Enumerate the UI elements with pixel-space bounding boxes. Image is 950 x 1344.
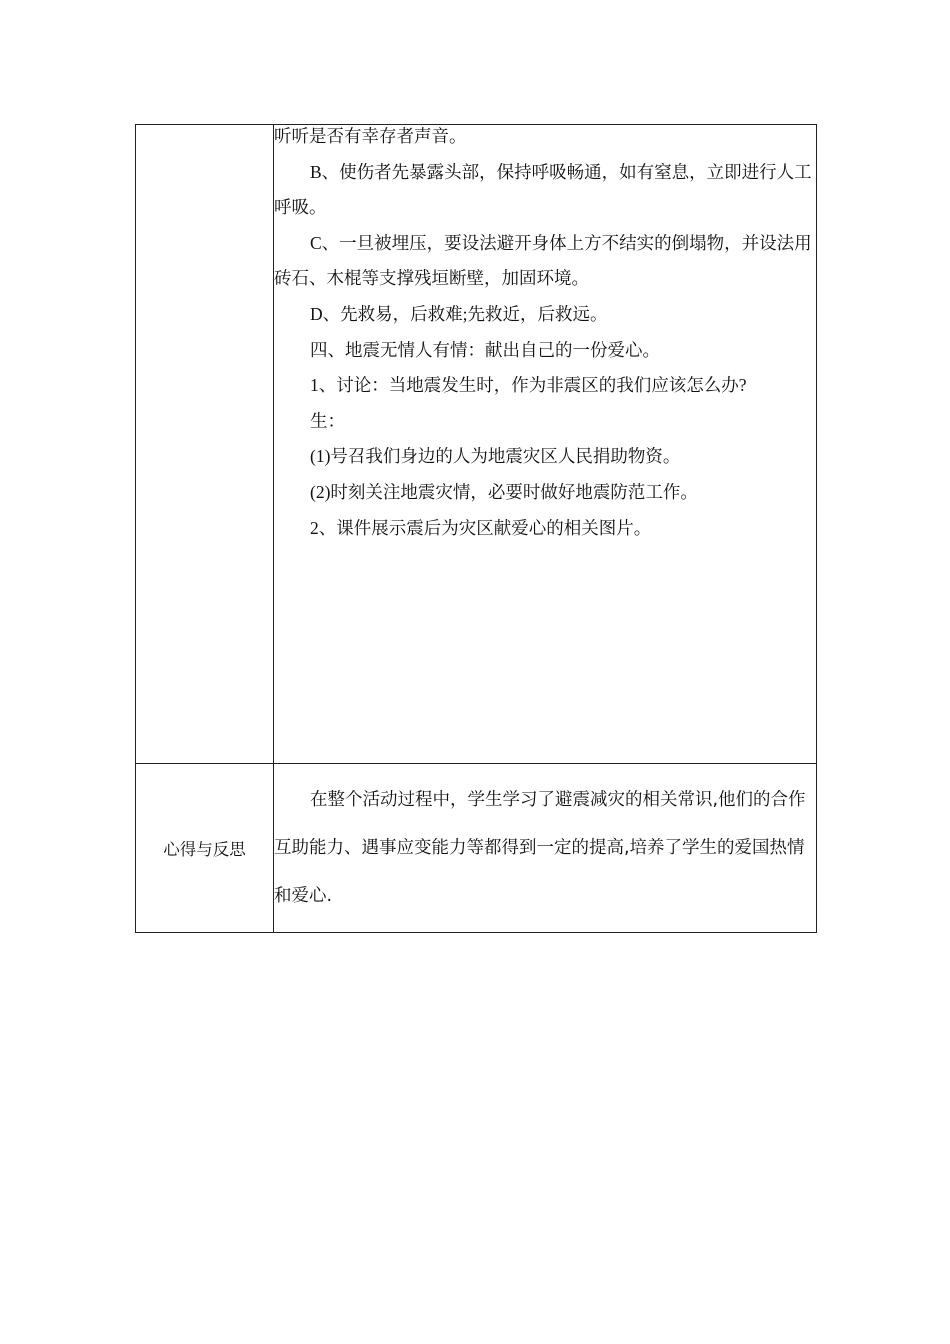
paragraph-student: 生： — [310, 410, 345, 431]
paragraph-survivor-sound: 听听是否有幸存者声音。 — [274, 126, 467, 146]
activity-label-cell — [136, 125, 274, 764]
section-heading-four: 四、地震无情人有情：献出自己的一份爱心。 — [310, 339, 660, 360]
paragraph-step-c: C、一旦被埋压，要设法避开身体上方不结实的倒塌物，并设法用砖石、木棍等支撑残垣断壁，加固环境。 — [274, 232, 812, 289]
reflection-text: 在整个活动过程中，学生学习了避震减灾的相关常识,他们的合作互助能力、遇事应变能力等都得到一定的提高,培养了学生的爱国热情和爱心. — [274, 790, 806, 906]
paragraph-answer-1: (1)号召我们身边的人为地震灾区人民捐助物资。 — [310, 446, 681, 467]
reflection-cell — [274, 764, 817, 933]
activity-content-cell — [274, 125, 817, 764]
paragraph-step-b: B、使伤者先暴露头部，保持呼吸畅通，如有窒息，立即进行人工呼吸。 — [274, 161, 812, 218]
activity-content-row — [136, 125, 817, 764]
paragraph-discussion: 1、讨论：当地震发生时，作为非震区的我们应该怎么办? — [310, 375, 747, 396]
reflection-row — [136, 764, 817, 933]
paragraph-step-d: D、先救易，后救难;先救近，后救远。 — [310, 303, 608, 324]
paragraph-answer-2: (2)时刻关注地震灾情，必要时做好地震防范工作。 — [310, 481, 698, 502]
paragraph-courseware: 2、课件展示震后为灾区献爱心的相关图片。 — [310, 517, 652, 538]
lesson-plan-table — [135, 124, 817, 933]
reflection-label: 心得与反思 — [136, 764, 274, 933]
